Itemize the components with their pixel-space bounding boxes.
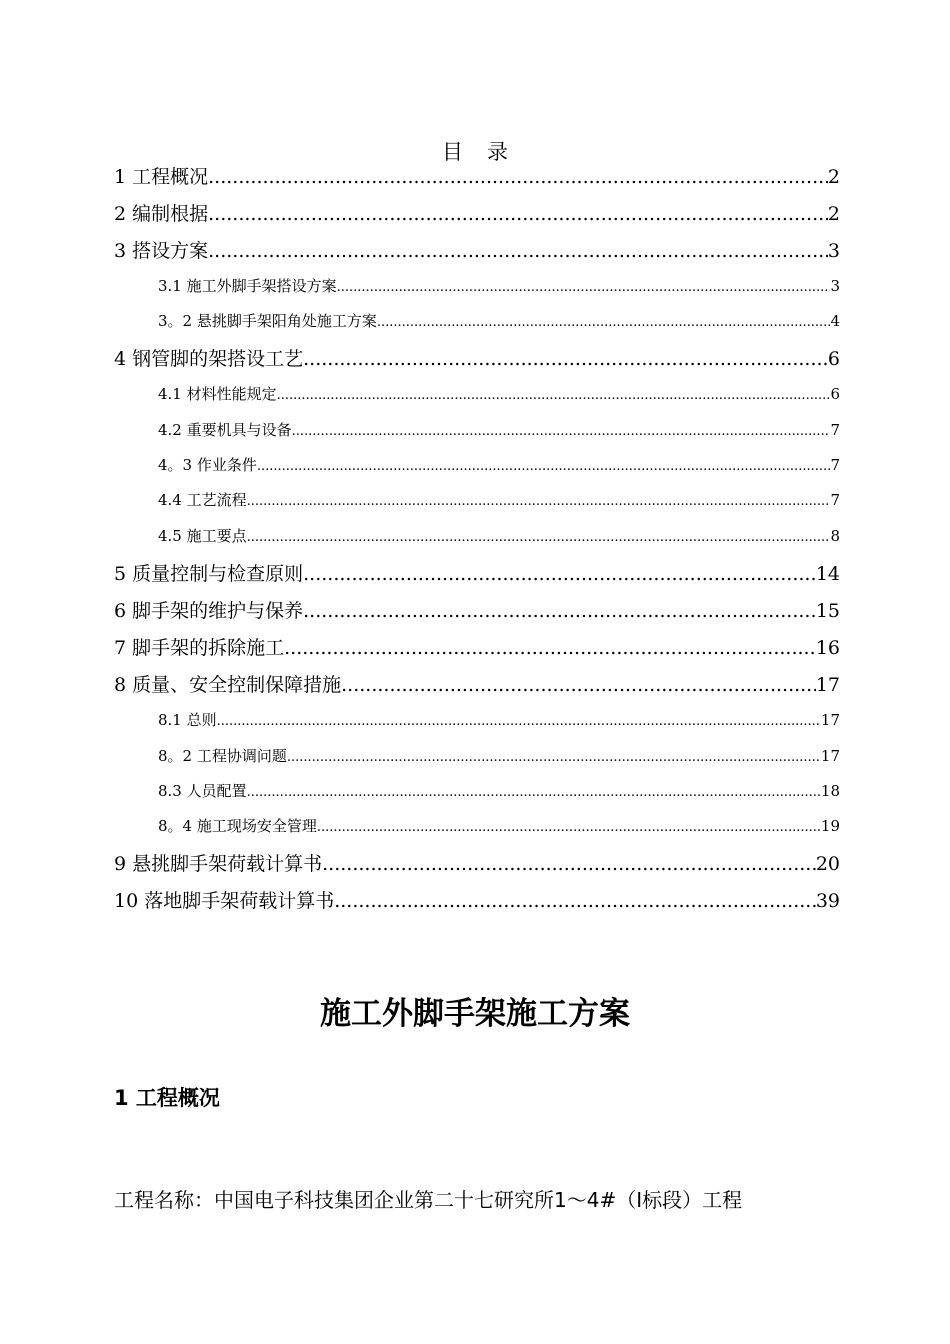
toc-entry-6[interactable] bbox=[114, 596, 840, 624]
toc-leader-dots bbox=[303, 600, 816, 622]
toc-entry-page: 3 bbox=[827, 240, 840, 262]
toc-entry-page: 6 bbox=[827, 348, 840, 370]
toc-entry-2[interactable] bbox=[114, 199, 840, 227]
toc-entry-page: 3 bbox=[830, 277, 840, 295]
toc-title: 目录 bbox=[442, 140, 532, 164]
toc-leader-dots bbox=[322, 853, 816, 875]
toc-entry-page: 39 bbox=[815, 890, 840, 912]
toc-entry-label: 5 质量控制与检查原则 bbox=[114, 563, 304, 585]
toc-entry-label: 4。3 作业条件 bbox=[158, 456, 257, 474]
document-title: 施工外脚手架施工方案 bbox=[320, 996, 630, 1032]
toc-entry-page: 20 bbox=[815, 853, 840, 875]
toc-leader-dots bbox=[217, 711, 821, 729]
section-heading: 1 工程概况 bbox=[114, 1086, 220, 1110]
toc-leader-dots bbox=[247, 782, 821, 800]
toc-leader-dots bbox=[208, 240, 828, 262]
toc-leader-dots bbox=[257, 456, 831, 474]
toc-entry-label: 8.1 总则 bbox=[158, 711, 217, 729]
toc-leader-dots bbox=[334, 890, 816, 912]
toc-entry-4[interactable] bbox=[114, 344, 840, 372]
toc-leader-dots bbox=[377, 312, 831, 330]
toc-entry-page: 18 bbox=[820, 782, 840, 800]
toc-entry-label: 8。4 施工现场安全管理 bbox=[158, 817, 317, 835]
toc-leader-dots bbox=[341, 674, 816, 696]
toc-entry-label: 4 钢管脚的架搭设工艺 bbox=[114, 348, 304, 370]
toc-entry-8-4[interactable] bbox=[158, 815, 840, 837]
toc-entry-4-2[interactable] bbox=[158, 419, 840, 441]
toc-entry-1[interactable] bbox=[114, 162, 840, 190]
toc-leader-dots bbox=[277, 385, 831, 403]
toc-leader-dots bbox=[317, 817, 821, 835]
toc-entry-3[interactable] bbox=[114, 236, 840, 264]
toc-leader-dots bbox=[208, 166, 828, 188]
toc-entry-label: 3。2 悬挑脚手架阳角处施工方案 bbox=[158, 312, 377, 330]
toc-leader-dots bbox=[303, 563, 816, 585]
body-paragraph: 工程名称：中国电子科技集团企业第二十七研究所1～4#（Ⅰ标段）工程 bbox=[114, 1188, 743, 1212]
toc-entry-page: 17 bbox=[820, 711, 840, 729]
toc-entry-8-2[interactable] bbox=[158, 745, 840, 767]
toc-entry-page: 15 bbox=[815, 600, 840, 622]
toc-entry-label: 3.1 施工外脚手架搭设方案 bbox=[158, 277, 337, 295]
toc-entry-page: 19 bbox=[820, 817, 840, 835]
toc-entry-page: 7 bbox=[830, 491, 840, 509]
toc-entry-page: 7 bbox=[830, 421, 840, 439]
toc-entry-label: 4.5 施工要点 bbox=[158, 527, 247, 545]
toc-entry-page: 14 bbox=[815, 563, 840, 585]
toc-entry-page: 6 bbox=[830, 385, 840, 403]
toc-entry-label: 8 质量、安全控制保障措施 bbox=[114, 674, 342, 696]
toc-entry-label: 4.4 工艺流程 bbox=[158, 491, 247, 509]
toc-entry-8-1[interactable] bbox=[158, 709, 840, 731]
toc-entry-page: 17 bbox=[815, 674, 840, 696]
toc-entry-9[interactable] bbox=[114, 849, 840, 877]
toc-leader-dots bbox=[303, 348, 828, 370]
toc-entry-8-3[interactable] bbox=[158, 780, 840, 802]
toc-entry-4-5[interactable] bbox=[158, 525, 840, 547]
toc-entry-page: 7 bbox=[830, 456, 840, 474]
toc-entry-label: 3 搭设方案 bbox=[114, 240, 209, 262]
toc-entry-3-2[interactable] bbox=[158, 310, 840, 332]
toc-entry-label: 4.1 材料性能规定 bbox=[158, 385, 277, 403]
toc-entry-5[interactable] bbox=[114, 559, 840, 587]
toc-entry-3-1[interactable] bbox=[158, 275, 840, 297]
toc-leader-dots bbox=[292, 421, 831, 439]
toc-entry-label: 1 工程概况 bbox=[114, 166, 209, 188]
toc-entry-page: 8 bbox=[830, 527, 840, 545]
toc-entry-page: 16 bbox=[815, 637, 840, 659]
toc-leader-dots bbox=[208, 203, 828, 225]
toc-leader-dots bbox=[284, 637, 816, 659]
toc-entry-page: 2 bbox=[827, 203, 840, 225]
toc-entry-label: 10 落地脚手架荷载计算书 bbox=[114, 890, 335, 912]
toc-entry-page: 2 bbox=[827, 166, 840, 188]
toc-entry-label: 8。2 工程协调问题 bbox=[158, 747, 287, 765]
toc-entry-page: 4 bbox=[830, 312, 840, 330]
toc-entry-label: 6 脚手架的维护与保养 bbox=[114, 600, 304, 622]
toc-entry-4-1[interactable] bbox=[158, 383, 840, 405]
toc-entry-label: 4.2 重要机具与设备 bbox=[158, 421, 292, 439]
toc-entry-4-3[interactable] bbox=[158, 454, 840, 476]
toc-leader-dots bbox=[337, 277, 831, 295]
toc-leader-dots bbox=[287, 747, 821, 765]
toc-entry-page: 17 bbox=[820, 747, 840, 765]
toc-entry-8[interactable] bbox=[114, 670, 840, 698]
toc-entry-10[interactable] bbox=[114, 886, 840, 914]
toc-entry-label: 7 脚手架的拆除施工 bbox=[114, 637, 285, 659]
toc-entry-label: 2 编制根据 bbox=[114, 203, 209, 225]
toc-entry-label: 9 悬挑脚手架荷载计算书 bbox=[114, 853, 323, 875]
toc-entry-7[interactable] bbox=[114, 633, 840, 661]
toc-leader-dots bbox=[247, 527, 831, 545]
toc-leader-dots bbox=[247, 491, 831, 509]
toc-entry-label: 8.3 人员配置 bbox=[158, 782, 247, 800]
toc-entry-4-4[interactable] bbox=[158, 489, 840, 511]
